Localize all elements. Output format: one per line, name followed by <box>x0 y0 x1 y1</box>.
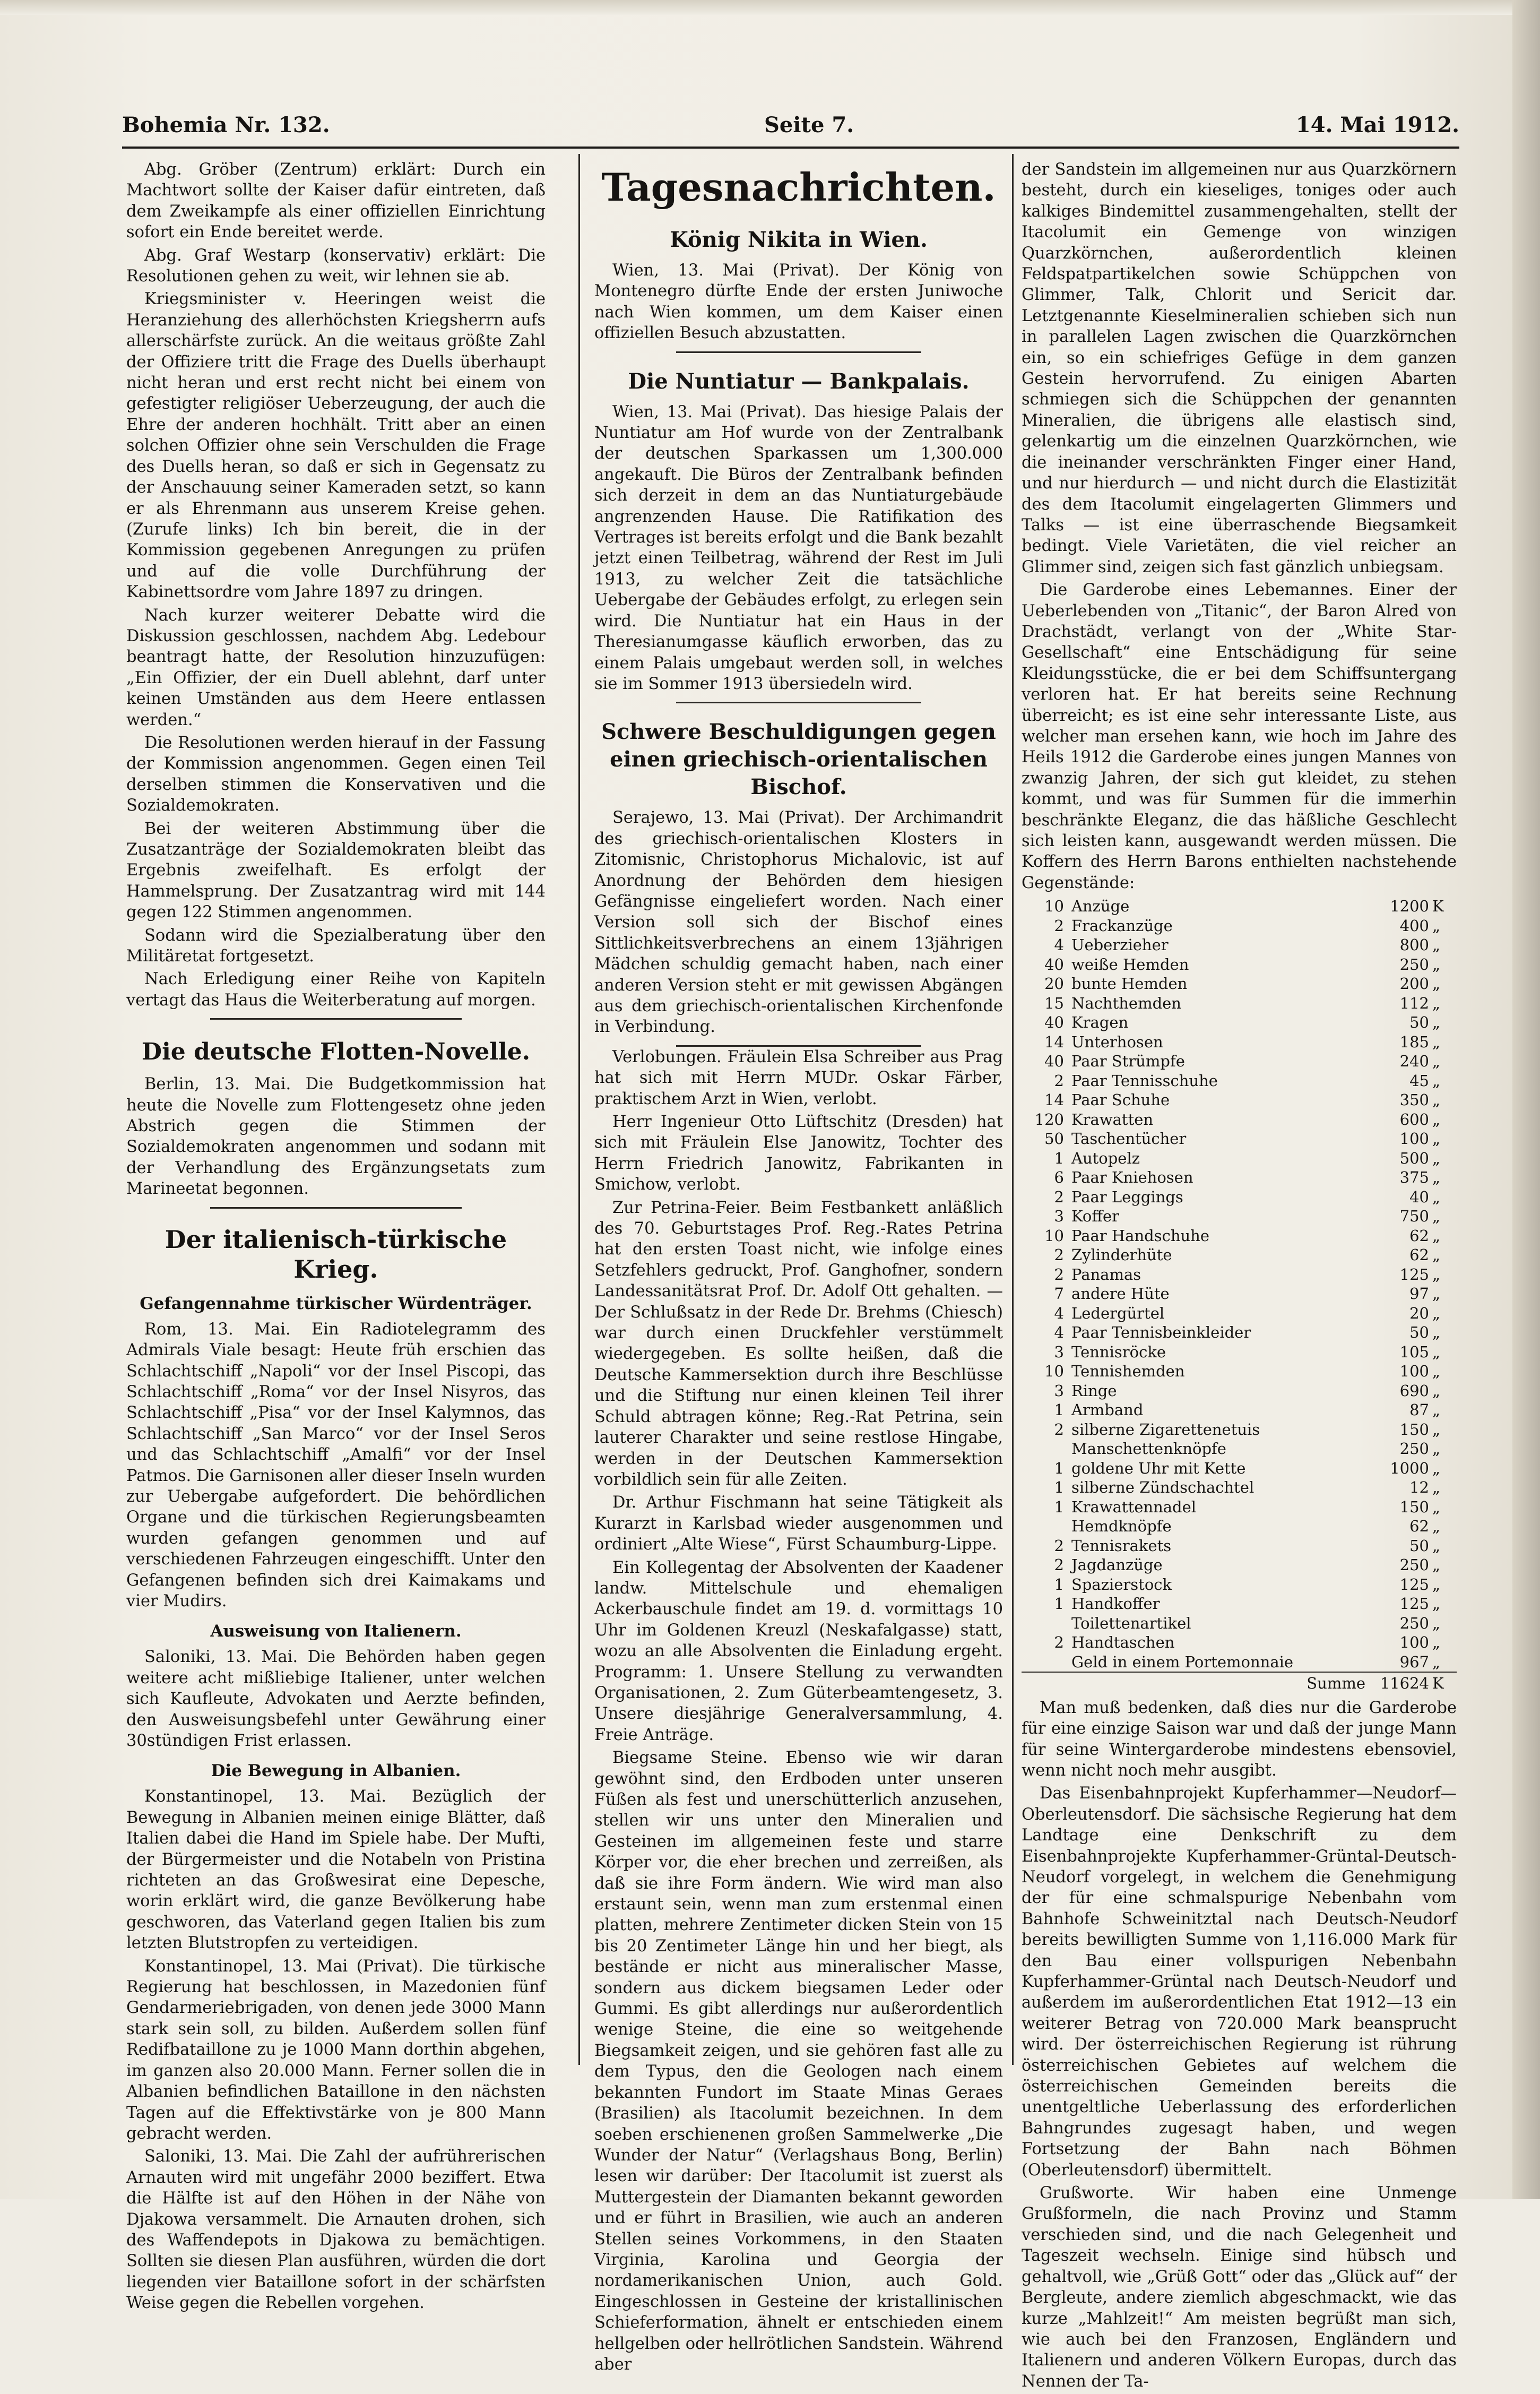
inventory-row <box>1022 1594 1457 1614</box>
inventory-price: 50 <box>1409 1013 1429 1032</box>
inventory-unit: „ <box>1432 1168 1441 1187</box>
inventory-item: Paar Leggings <box>1071 1187 1183 1206</box>
inventory-item: Geld in einem Portemonnaie <box>1071 1652 1294 1671</box>
inventory-quantity: 3 <box>1054 1342 1064 1361</box>
inventory-quantity: 2 <box>1054 1556 1064 1574</box>
inventory-item: Krawatten <box>1071 1110 1154 1129</box>
inventory-row <box>1022 1304 1457 1323</box>
inventory-price: 250 <box>1399 1440 1429 1458</box>
inventory-unit: „ <box>1432 1130 1441 1148</box>
inventory-item: Handtaschen <box>1071 1633 1175 1652</box>
paragraph: Berlin, 13. Mai. Die Budgetkommission hat heute die Novelle zum Flottengesetz ohne jeden Abstrich gegen die Stimmen der Sozialdemokraten angenommen und sodann mit der Verhandlung des Ergänzungsetats zum Marineetat begonnen. <box>126 1075 546 1199</box>
inventory-quantity: 2 <box>1054 1246 1064 1264</box>
inventory-item: andere Hüte <box>1071 1285 1170 1303</box>
inventory-item: Paar Kniehosen <box>1071 1168 1193 1187</box>
inventory-price: 375 <box>1399 1168 1429 1187</box>
paragraph: der Sandstein im allgemeinen nur aus Quarzkörnern besteht, durch ein kieseliges, toniges oder auch kalkiges Bindemittel zusammengehalten, stellt der Itacolumit ein Gemenge von winzigen Quarzkörnchen, außerordentlich kleinen Feldspatpartikelchen sowie Schüppchen von Glimmer, Talk, Chlorit und Sericit dar. Letztgenannte Kieselmineralien schieben sich nun in parallelen Lagen zwischen die Quarzkörnchen ein, so ein schiefriges Gefüge in dem ganzen Gestein hervorrufend. Zu einigen Abarten schmiegen sich die Schüppchen der genannten Mineralien, die übrigens alle elastisch sind, gelenkartig um die einzelnen Quarzkörnchen, wie die ineinander verschränkten Finger einer Hand, und nur hierdurch — und nicht durch die Elastizität des dem Itacolumit eingelagerten Glimmers und Talks — ist eine überraschende Biegsamkeit bedingt. Viele Varietäten, die viel reicher an Glimmer sind, zeigen sich fast gänzlich unbiegsam. <box>1022 160 1457 576</box>
paragraph: Das Eisenbahnprojekt Kupferhammer—Neudorf—Oberleutensdorf. Die sächsische Regierung hat dem Landtage eine Denkschrift zu dem Eisenbahnprojekte Kupferhammer-Grüntal-Deutsch-Neudorf vorgelegt, in welchem die Genehmigung der für eine schmalspurige Nebenbahn vom Bahnhofe Schweinitztal nach Deutsch-Neudorf bereits bewilligten Summe von 1,116.000 Mark für den Bau einer vollspurigen Nebenbahn Kupferhammer-Grüntal nach Deutsch-Neudorf und außerdem im außerordentlichen Etat 1912—13 ein weiterer Betrag von 720.000 Mark beansprucht wird. Der österreichischen Regierung ist rührung österreichischen Gebietes auf welchem die österreichischen Gemeinden bereits die unentgeltliche Ueberlassung des erforderlichen Bahngrundes zugesagt haben, und wegen Fortsetzung der Bahn nach Böhmen (Oberleutensdorf) übermittelt. <box>1022 1784 1457 2180</box>
inventory-price: 112 <box>1399 994 1429 1012</box>
paragraph: Ein Kollegentag der Absolventen der Kaadener landw. Mittelschule und ehemaligen Ackerbauschule findet am 19. d. vormittags 10 Uhr im Goldenen Kreuzl (Neskafalgasse) statt, wozu an alle Absolventen die Einladung ergeht. Programm: 1. Unsere Stellung zu verwandten Organisationen, 2. Zum Güterbeamtengesetz, 3. Unsere diesjährige Generalversammlung, 4. Freie Anträge. <box>594 1558 1003 1744</box>
inventory-unit: „ <box>1432 1285 1441 1303</box>
inventory-unit: „ <box>1432 1110 1441 1129</box>
header-date: 14. Mai 1912. <box>1295 113 1459 137</box>
sum-unit: K <box>1432 1672 1457 1693</box>
inventory-price: 125 <box>1399 1265 1429 1284</box>
paragraph: Grußworte. Wir haben eine Unmenge Grußformeln, die nach Provinz und Stamm verschieden sind, und die nach Gelegenheit und Tageszeit wechseln. Einige sind hübsch und gehaltvoll, wie „Grüß Gott“ oder das „Glück auf“ der Bergleute, andere ziemlich abgeschmackt, wie das kurze „Mahlzeit!“ Am meisten begrüßt man sich, wie auch bei den Franzosen, Engländern und Italienern und anderen Völkern Europas, durch das Nennen der Ta- <box>1022 2184 1457 2391</box>
inventory-unit: „ <box>1432 1459 1441 1477</box>
inventory-item: goldene Uhr mit Kette <box>1071 1459 1246 1477</box>
inventory-item: Ringe <box>1071 1381 1117 1400</box>
inventory-item: Hemdknöpfe <box>1071 1517 1172 1536</box>
inventory-item: Autopelz <box>1071 1149 1140 1167</box>
page-top-edge <box>0 0 1540 15</box>
inventory-unit: „ <box>1432 1052 1441 1071</box>
inventory-quantity: 14 <box>1044 1091 1064 1109</box>
inventory-row <box>1022 1226 1457 1246</box>
paragraph: Abg. Gröber (Zentrum) erklärt: Durch ein Machtwort sollte der Kaiser dafür eintreten, daß dem Zweikampfe als einer offiziellen Einrichtung sofort ein Ende bereitet werde. <box>126 160 546 242</box>
paragraph: Nach Erledigung einer Reihe von Kapiteln vertagt das Haus die Weiterberatung auf morgen. <box>126 970 546 1010</box>
inventory-unit: K <box>1432 897 1444 916</box>
inventory-row <box>1022 1187 1457 1207</box>
paragraph: Konstantinopel, 13. Mai. Bezüglich der Bewegung in Albanien meinen einige Blätter, daß Italien dabei die Hand im Spiele habe. Der Mufti, der Bürgermeister und die Notabeln von Pristina richteten an das Großwesirat eine Depesche, worin erklärt wird, die ganze Bevölkerung habe geschworen, das Vaterland gegen Italien bis zum letzten Blutstropfen zu verteidigen. <box>126 1787 546 1953</box>
inventory-row <box>1022 994 1457 1013</box>
inventory-item: Armband <box>1071 1401 1144 1419</box>
inventory-price: 40 <box>1409 1187 1429 1206</box>
inventory-row <box>1022 1090 1457 1110</box>
subheadline: Gefangennahme türkischer Würdenträger. <box>140 1294 532 1313</box>
inventory-item: Paar Schuhe <box>1071 1091 1170 1109</box>
inventory-unit: „ <box>1432 1536 1441 1555</box>
inventory-unit: „ <box>1432 955 1441 974</box>
inventory-row <box>1022 1555 1457 1575</box>
inventory-item: Krawattennadel <box>1071 1497 1197 1516</box>
inventory-quantity: 15 <box>1044 994 1064 1012</box>
inventory-unit: „ <box>1432 1381 1441 1400</box>
inventory-price: 967 <box>1399 1652 1429 1671</box>
inventory-item: Ledergürtel <box>1071 1304 1165 1322</box>
inventory-price: 500 <box>1399 1149 1429 1167</box>
inventory-item: Zylinderhüte <box>1071 1246 1172 1264</box>
section-divider <box>210 1018 462 1020</box>
inventory-row <box>1022 1110 1457 1130</box>
inventory-quantity: 6 <box>1054 1168 1064 1187</box>
inventory-row <box>1022 1400 1457 1420</box>
subheadline: Die Bewegung in Albanien. <box>211 1761 461 1781</box>
subheadline: Ausweisung von Italienern. <box>210 1622 462 1641</box>
inventory-quantity <box>1022 1614 1071 1633</box>
inventory-quantity: 3 <box>1054 1207 1064 1226</box>
inventory-quantity: 1 <box>1054 1478 1064 1497</box>
inventory-row <box>1022 1614 1457 1633</box>
inventory-price: 1000 <box>1390 1459 1429 1477</box>
headline-krieg: Der italienisch-türkische Krieg. <box>165 1225 507 1284</box>
inventory-unit: „ <box>1432 916 1441 935</box>
inventory-quantity: 1 <box>1054 1459 1064 1477</box>
inventory-price: 800 <box>1399 936 1429 954</box>
inventory-quantity: 4 <box>1054 1304 1064 1322</box>
inventory-unit: „ <box>1432 1323 1441 1342</box>
inventory-price: 100 <box>1399 1130 1429 1148</box>
section-title: Tagesnachrichten. <box>601 165 996 210</box>
inventory-quantity <box>1022 1652 1071 1673</box>
column-1 <box>126 159 546 2316</box>
inventory-unit: „ <box>1432 1342 1441 1361</box>
inventory-sum-row <box>1022 1672 1457 1693</box>
inventory-price: 750 <box>1399 1207 1429 1226</box>
inventory-price: 150 <box>1399 1420 1429 1439</box>
column-3 <box>1022 159 1457 2394</box>
inventory-row <box>1022 1284 1457 1304</box>
inventory-price: 1200 <box>1390 897 1429 916</box>
paragraph: Nach kurzer weiterer Debatte wird die Diskussion geschlossen, nachdem Abg. Ledebour beantragt hatte, der Resolution hinzuzufügen: „Ein Offizier, der ein Duell ablehnt, darf unter keinen Umständen aus dem Heere entlassen werden.“ <box>126 606 546 729</box>
paragraph: Saloniki, 13. Mai. Die Behörden haben gegen weitere acht mißliebige Italiener, unter welchen sich Kaufleute, Advokaten und Aerzte befinden, den Ausweisungsbefehl unter Gewährung einer 30stündigen Frist erlassen. <box>126 1648 546 1750</box>
inventory-price: 87 <box>1409 1401 1429 1419</box>
inventory-unit: „ <box>1432 1362 1441 1381</box>
inventory-unit: „ <box>1432 1071 1441 1090</box>
inventory-quantity: 10 <box>1044 1362 1064 1381</box>
inventory-row <box>1022 1362 1457 1381</box>
inventory-unit: „ <box>1432 1614 1441 1632</box>
header-issue: Bohemia Nr. 132. <box>122 113 330 137</box>
inventory-price: 250 <box>1399 1556 1429 1574</box>
inventory-quantity: 1 <box>1054 1401 1064 1419</box>
inventory-row <box>1022 1439 1457 1459</box>
inventory-row <box>1022 1245 1457 1265</box>
inventory-quantity: 40 <box>1044 955 1064 974</box>
inventory-row <box>1022 1265 1457 1285</box>
inventory-unit: „ <box>1432 1420 1441 1439</box>
inventory-item: Ueberzieher <box>1071 936 1169 954</box>
inventory-unit: „ <box>1432 1246 1441 1264</box>
inventory-item: Taschentücher <box>1071 1130 1187 1148</box>
section-divider <box>210 1207 462 1209</box>
column-divider-2 <box>1012 154 1014 2065</box>
paragraph: Kriegsminister v. Heeringen weist die Heranziehung des allerhöchsten Kriegsherrn aufs allerschärfste zurück. An die weitaus größte Zahl der Offiziere tritt die Frage des Duells überhaupt nicht heran und erst recht nicht bei einem von gefestigter religiöser Ueberzeugung, der auch die Ehre der anderen hochhält. Tritt aber an einen solchen Offizier ohne sein Verschulden die Frage des Duells heran, so daß er sich in Gegensatz zu der Anschauung seiner Kameraden setzt, so kann er als Ehrenmann aus unserem Kreise gehen. (Zurufe links) Ich bin bereit, die in der Kommission gegebenen Anregungen zu prüfen und auf die volle Durchführung der Kabinettsordre vom Jahre 1897 zu dringen. <box>126 290 546 602</box>
inventory-unit: „ <box>1432 1013 1441 1032</box>
inventory-price: 105 <box>1399 1342 1429 1361</box>
sum-value: 11624 <box>1365 1672 1432 1693</box>
paragraph: Die Resolutionen werden hierauf in der Fassung der Kommission angenommen. Gegen einen Teil derselben stimmen die Konservativen und die Sozialdemokraten. <box>126 733 546 815</box>
inventory-item: Tennisrakets <box>1071 1536 1172 1555</box>
inventory-price: 100 <box>1399 1633 1429 1652</box>
inventory-row <box>1022 1575 1457 1595</box>
inventory-unit: „ <box>1432 1595 1441 1613</box>
inventory-price: 97 <box>1409 1285 1429 1303</box>
inventory-price: 250 <box>1399 955 1429 974</box>
inventory-row <box>1022 974 1457 994</box>
inventory-row <box>1022 1149 1457 1168</box>
inventory-quantity: 10 <box>1044 897 1064 916</box>
paragraph: Wien, 13. Mai (Privat). Der König von Montenegro dürfte Ende der ersten Juniwoche nach Wien kommen, um dem Kaiser einen offiziellen Besuch abzustatten. <box>594 261 1003 343</box>
inventory-item: Tennishemden <box>1071 1362 1185 1381</box>
header-rule <box>122 147 1459 149</box>
inventory-quantity: 2 <box>1054 1420 1064 1439</box>
paragraph: Biegsame Steine. Ebenso wie wir daran gewöhnt sind, den Erdboden unter unseren Füßen als fest und unerschütterlich anzusehen, stellen wir uns unter den Mineralien und Gesteinen im allgemeinen feste und starre Körper vor, die eher brechen und zerreißen, als daß sie ihre Form ändern. Wie wird man also erstaunt sein, wenn man zum erstenmal einen platten, mehrere Zentimeter dicken Stein von 15 bis 20 Zentimeter Länge hin und her biegt, als bestände er nicht aus mineralischer Masse, sondern aus dickem biegsamen Leder oder Gummi. Es gibt allerdings nur außerordentlich wenige Steine, die eine so weitgehende Biegsamkeit zeigen, und sie gehören fast alle zu dem Typus, den die Geologen nach einem bekannten Fundort im Staate Minas Geraes (Brasilien) als Itacolumit bezeichnen. In dem soeben erschienenen großen Sammelwerke „Die Wunder der Natur“ (Verlagshaus Bong, Berlin) lesen wir darüber: Der Itacolumit ist zuerst als Muttergestein der Diamanten bekannt geworden und er führt in Brasilien, wie auch an anderen Stellen seines Vorkommens, in den Staaten Virginia, Karolina und Georgia der nordamerikanischen Union, auch Gold. Eingeschlossen in Gesteine der kristallinischen Schieferformation, ähnelt er entschieden einem hellgelben oder hellrötlichen Sandstein. Während aber <box>594 1749 1003 2374</box>
inventory-quantity: 7 <box>1054 1285 1064 1303</box>
headline-bischof: Schwere Beschuldigungen gegen einen griechisch-orientalischen Bischof. <box>601 719 996 800</box>
inventory-row <box>1022 1071 1457 1091</box>
inventory-unit: „ <box>1432 936 1441 954</box>
column-2 <box>594 159 1003 2377</box>
inventory-item: Unterhosen <box>1071 1032 1163 1051</box>
inventory-price: 200 <box>1399 975 1429 993</box>
inventory-quantity: 3 <box>1054 1381 1064 1400</box>
inventory-quantity: 1 <box>1054 1149 1064 1167</box>
inventory-price: 400 <box>1399 916 1429 935</box>
inventory-unit: „ <box>1432 1497 1441 1516</box>
inventory-item: bunte Hemden <box>1071 975 1188 993</box>
inventory-unit: „ <box>1432 1207 1441 1226</box>
inventory-unit: „ <box>1432 1633 1441 1652</box>
inventory-quantity: 1 <box>1054 1575 1064 1594</box>
inventory-quantity: 40 <box>1044 1052 1064 1071</box>
inventory-quantity: 2 <box>1054 1265 1064 1284</box>
inventory-item: Jagdanzüge <box>1071 1556 1163 1574</box>
header-page-number: Seite 7. <box>764 113 854 137</box>
inventory-quantity: 1 <box>1054 1497 1064 1516</box>
paragraph: Saloniki, 13. Mai. Die Zahl der aufrührerischen Arnauten wird mit ungefähr 2000 beziffert. Etwa die Hälfte ist auf den Höhen in der Nähe von Djakowa versammelt. Die Arnauten drohen, sich des Waffendepots in Djakowa zu bemächtigen. Sollten sie diesen Plan ausführen, würden die dort liegenden vier Bataillone sofort in der schärfsten Weise gegen die Rebellen vorgehen. <box>126 2147 546 2313</box>
paragraph: Sodann wird die Spezialberatung über den Militäretat fortgesetzt. <box>126 926 546 966</box>
inventory-price: 250 <box>1399 1614 1429 1632</box>
inventory-unit: „ <box>1432 1478 1441 1497</box>
inventory-item: weiße Hemden <box>1071 955 1189 974</box>
inventory-unit: „ <box>1432 1149 1441 1167</box>
inventory-item: Nachthemden <box>1071 994 1181 1012</box>
inventory-quantity: 50 <box>1044 1130 1064 1148</box>
inventory-quantity: 10 <box>1044 1226 1064 1245</box>
inventory-item: Toilettenartikel <box>1071 1614 1191 1632</box>
headline-nikita: König Nikita in Wien. <box>670 227 928 252</box>
paragraph: Zur Petrina-Feier. Beim Festbankett anläßlich des 70. Geburtstages Prof. Reg.-Rates Petrina hat den ersten Toast nicht, wie infolge eines Setzfehlers gedruckt, Prof. Ganghofner, sondern Landessanitätsrat Prof. Dr. Adolf Ott gehalten. — Der Schlußsatz in der Rede Dr. Brehms (Chiesch) war durch einen Druckfehler verstümmelt wiedergegeben. Es sollte heißen, daß die Deutsche Kammersektion durch ihre Beschlüsse und die Stiftung nur einen kleinen Teil ihrer Schuld abtragen könne; Reg.-Rat Petrina, sein lauterer Charakter und seine restlose Hingabe, werden in der Deutschen Kammersektion vorbildlich sein für alle Zeiten. <box>594 1198 1003 1489</box>
inventory-item: Handkoffer <box>1071 1595 1160 1613</box>
inventory-price: 20 <box>1409 1304 1429 1322</box>
inventory-price: 185 <box>1399 1032 1429 1051</box>
inventory-item: Kragen <box>1071 1013 1129 1032</box>
inventory-price: 62 <box>1409 1246 1429 1264</box>
inventory-quantity <box>1022 1517 1071 1536</box>
section-divider <box>676 702 921 703</box>
paragraph: Wien, 13. Mai (Privat). Das hiesige Palais der Nuntiatur am Hof wurde von der Zentralbank der deutschen Sparkassen um 1,300.000 angekauft. Die Büros der Zentralbank befinden sich derzeit in dem an das Nuntiaturgebäude angrenzenden Hause. Die Ratifikation des Vertrages ist bereits erfolgt und die Bank bezahlt jetzt einen Teilbetrag, während der Rest im Juli 1913, zu welcher Zeit die tatsächliche Uebergabe der Gebäudes erfolgt, zu erlegen sein wird. Die Nuntiatur hat ein Haus in der Theresianumgasse käuflich erworben, das zu einem Palais umgebaut werden soll, in welches sie im Sommer 1913 übersiedeln wird. <box>594 402 1003 693</box>
inventory-unit: „ <box>1432 1032 1441 1051</box>
inventory-row <box>1022 1207 1457 1226</box>
inventory-item: Tennisröcke <box>1071 1342 1166 1361</box>
inventory-row <box>1022 1459 1457 1478</box>
headline-flotten: Die deutsche Flotten-Novelle. <box>141 1038 531 1066</box>
page-right-edge <box>1512 0 1540 2199</box>
inventory-row <box>1022 1420 1457 1440</box>
inventory-row <box>1022 1633 1457 1652</box>
inventory-unit: „ <box>1432 1440 1441 1458</box>
inventory-item: Koffer <box>1071 1207 1119 1226</box>
inventory-price: 50 <box>1409 1536 1429 1555</box>
inventory-row <box>1022 1342 1457 1362</box>
inventory-quantity: 40 <box>1044 1013 1064 1032</box>
inventory-item: Paar Tennisschuhe <box>1071 1071 1218 1090</box>
inventory-quantity: 2 <box>1054 1071 1064 1090</box>
inventory-price: 600 <box>1399 1110 1429 1129</box>
inventory-row <box>1022 1032 1457 1052</box>
inventory-row <box>1022 1168 1457 1187</box>
inventory-quantity: 4 <box>1054 1323 1064 1342</box>
inventory-unit: „ <box>1432 1304 1441 1322</box>
paragraph: Herr Ingenieur Otto Lüftschitz (Dresden) hat sich mit Fräulein Else Janowitz, Tochter des Herrn Friedrich Janowitz, Fabrikanten in Smichow, verlobt. <box>594 1113 1003 1194</box>
paragraph: Rom, 13. Mai. Ein Radiotelegramm des Admirals Viale besagt: Heute früh erschien das Schlachtschiff „Napoli“ vor der Insel Piscopi, das Schlachtschiff „Roma“ vor der Insel Nisyros, das Schlachtschiff „Pisa“ vor der Insel Kalymnos, das Schlachtschiff „San Marco“ vor der Insel Seros und das Schlachtschiff „Amalfi“ vor der Insel Patmos. Die Garnisonen aller dieser Inseln wurden zur Uebergabe aufgefordert. Die behördlichen Organe und die türkischen Regierungsbeamten wurden gefangen genommen und auf verschiedenen Fahrzeugen eingeschifft. Unter den Gefangenen befinden sich drei Kaimakams und vier Mudirs. <box>126 1320 546 1611</box>
paragraph: Abg. Graf Westarp (konservativ) erklärt: Die Resolutionen gehen zu weit, wir lehnen sie ab. <box>126 246 546 286</box>
page-header <box>122 113 1459 144</box>
inventory-row <box>1022 935 1457 955</box>
inventory-row <box>1022 916 1457 936</box>
inventory-table <box>1022 897 1457 1693</box>
inventory-price: 62 <box>1409 1517 1429 1536</box>
inventory-quantity: 1 <box>1054 1595 1064 1613</box>
inventory-unit: „ <box>1432 994 1441 1012</box>
inventory-quantity: 2 <box>1054 916 1064 935</box>
inventory-price: 50 <box>1409 1323 1429 1342</box>
inventory-row <box>1022 1381 1457 1401</box>
paragraph: Die Garderobe eines Lebemannes. Einer der Ueberlebenden von „Titanic“, der Baron Alred von Drachstädt, verlangt von der „White Star-Gesellschaft“ eine Entschädigung für seine Kleidungsstücke, die er bei dem Schiffsuntergang verloren hat. Er hat bereits seine Rechnung überreicht; es ist eine sehr interessante Liste, aus welcher man ersehen kann, wie hoch im Jahre des Heils 1912 die Garderobe eines jungen Mannes von zwanzig Jahren, der sich gut kleidet, zu stehen kommt, und was für Summen für die immerhin beschränkte Eleganz, die das häßliche Geschlecht sich leisten kann, ausgewandt werden müssen. Die Koffern des Herrn Barons enthielten nachstehende Gegenstände: <box>1022 581 1457 892</box>
paragraph: Bei der weiteren Abstimmung über die Zusatzanträge der Sozialdemokraten bleibt das Ergebnis zweifelhaft. Es erfolgt der Hammelsprung. Der Zusatzantrag wird mit 144 gegen 122 Stimmen angenommen. <box>126 819 546 922</box>
inventory-row <box>1022 1323 1457 1342</box>
inventory-price: 62 <box>1409 1226 1429 1245</box>
inventory-unit: „ <box>1432 1265 1441 1284</box>
inventory-item: Paar Handschuhe <box>1071 1226 1210 1245</box>
inventory-unit: „ <box>1432 1226 1441 1245</box>
section-divider <box>676 351 921 353</box>
inventory-unit: „ <box>1432 1401 1441 1419</box>
inventory-unit: „ <box>1432 1575 1441 1594</box>
inventory-item: Frackanzüge <box>1071 916 1173 935</box>
inventory-quantity: 14 <box>1044 1032 1064 1051</box>
inventory-price: 100 <box>1399 1362 1429 1381</box>
inventory-item: silberne Zigarettenetuis <box>1071 1420 1260 1439</box>
inventory-unit: „ <box>1432 1091 1441 1109</box>
inventory-unit: „ <box>1432 1517 1441 1536</box>
inventory-unit: „ <box>1432 1556 1441 1574</box>
inventory-item: Paar Strümpfe <box>1071 1052 1185 1071</box>
inventory-price: 125 <box>1399 1595 1429 1613</box>
inventory-price: 350 <box>1399 1091 1429 1109</box>
inventory-quantity: 4 <box>1054 936 1064 954</box>
inventory-unit: „ <box>1432 975 1441 993</box>
inventory-item: Anzüge <box>1071 897 1130 916</box>
inventory-quantity: 120 <box>1034 1110 1064 1129</box>
inventory-price: 125 <box>1399 1575 1429 1594</box>
paragraph: Man muß bedenken, daß dies nur die Garderobe für eine einzige Saison war und daß der junge Mann für seine Wintergarderobe mindestens ebensoviel, wenn nicht noch mehr ausgibt. <box>1022 1698 1457 1780</box>
paragraph: Konstantinopel, 13. Mai (Privat). Die türkische Regierung hat beschlossen, in Mazedonien fünf Gendarmeriebrigaden, von denen jede 3000 Mann stark sein soll, zu bilden. Außerdem sollen fünf Redifbataillone zu je 1000 Mann dorthin abgehen, im ganzen also 20.000 Mann. Ferner sollen die in Albanien befindlichen Bataillone in den nächsten Tagen auf die Effektivstärke von je 800 Mann gebracht werden. <box>126 1957 546 2143</box>
inventory-price: 690 <box>1399 1381 1429 1400</box>
inventory-item: Spazierstock <box>1071 1575 1172 1594</box>
inventory-quantity: 2 <box>1054 1187 1064 1206</box>
inventory-item: Paar Tennisbeinkleider <box>1071 1323 1251 1342</box>
inventory-item: silberne Zündschachtel <box>1071 1478 1255 1497</box>
inventory-quantity: 20 <box>1044 975 1064 993</box>
sum-label: Summe <box>1071 1672 1365 1693</box>
inventory-price: 240 <box>1399 1052 1429 1071</box>
inventory-item: Panamas <box>1071 1265 1141 1284</box>
inventory-row <box>1022 1478 1457 1497</box>
inventory-row <box>1022 1536 1457 1556</box>
inventory-row <box>1022 1497 1457 1517</box>
inventory-price: 150 <box>1399 1497 1429 1516</box>
inventory-row <box>1022 1013 1457 1032</box>
inventory-price: 12 <box>1409 1478 1429 1497</box>
inventory-unit: „ <box>1432 1652 1441 1671</box>
inventory-quantity: 2 <box>1054 1536 1064 1555</box>
inventory-row <box>1022 955 1457 975</box>
inventory-item: Manschettenknöpfe <box>1071 1440 1226 1458</box>
inventory-quantity: 2 <box>1054 1633 1064 1652</box>
inventory-quantity <box>1022 1439 1071 1459</box>
column-divider-1 <box>578 154 580 2065</box>
paragraph: Dr. Arthur Fischmann hat seine Tätigkeit als Kurarzt in Karlsbad wieder ausgenommen und ordiniert „Alte Wiese“, Fürst Schaumburg-Lippe. <box>594 1493 1003 1554</box>
inventory-row <box>1022 1052 1457 1071</box>
inventory-unit: „ <box>1432 1187 1441 1206</box>
paragraph: Verlobungen. Fräulein Elsa Schreiber aus Prag hat sich mit Herrn MUDr. Oskar Färber, praktischem Arzt in Wien, verlobt. <box>594 1047 1003 1108</box>
inventory-row <box>1022 1652 1457 1673</box>
paragraph: Serajewo, 13. Mai (Privat). Der Archimandrit des griechisch-orientalischen Klosters in Zitomisnic, Christophorus Michalovic, ist auf Anordnung der Behörden dem hiesigen Gefängnisse eingeliefert worden. Nach einer Version soll sich der Bischof eines Sittlichkeitsverbrechens an einem 13jährigen Mädchen schuldig gemacht haben, nach einer anderen Version steht er mit gewissen Abgängen aus dem griechisch-orientalischen Kirchenfonde in Verbindung. <box>594 808 1003 1037</box>
inventory-row <box>1022 1517 1457 1536</box>
headline-nuntiatur: Die Nuntiatur — Bankpalais. <box>628 368 970 394</box>
inventory-row <box>1022 897 1457 916</box>
inventory-row <box>1022 1129 1457 1149</box>
inventory-price: 45 <box>1409 1071 1429 1090</box>
